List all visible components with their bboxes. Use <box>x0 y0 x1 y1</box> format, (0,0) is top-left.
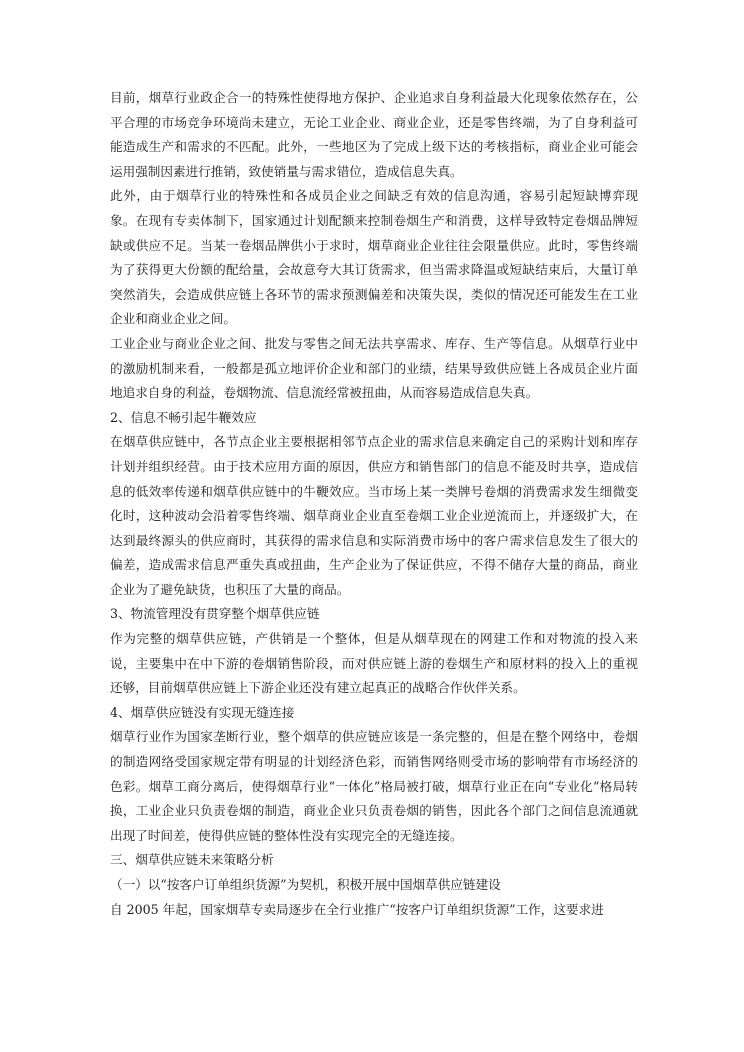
paragraph-local-protection: 目前，烟草行业政企合一的特殊性使得地方保护、企业追求自身利益最大化现象依然存在，公平合理的市场竞争环境尚未建立，无论工业企业、商业企业，还是零售终端，为了自身利益可能造成生产和需求的不匹配。此外，一些地区为了完成上级下达的考核指标，商业企业可能会运用强制因素进行推销，致使销量与需求错位，造成信息失真。 <box>110 90 638 179</box>
paragraph-bullwhip-effect: 在烟草供应链中，各节点企业主要根据相邻节点企业的需求信息来确定自己的采购计划和库存计划并组织经营。由于技术应用方面的原因，供应方和销售部门的信息不能及时共享，造成信息的低效率传递和烟草供应链中的牛鞭效应。当市场上某一类牌号卷烟的消费需求发生细微变化时，这种波动会沿着零售终端、烟草商业企业直至卷烟工业企业逆流而上，并逐级扩大，在达到最终源头的供应商时，其获得的需求信息和实际消费市场中的客户需求信息发生了很大的偏差，造成需求信息严重失真或扭曲，生产企业为了保证供应，不得不储存大量的商品，商业企业为了避免缺货，也积压了大量的商品。 <box>110 434 638 597</box>
heading-future-strategy: 三、烟草供应链未来策略分析 <box>110 852 274 868</box>
subheading-order-based-supply: （一）以“按客户订单组织货源”为契机，积极开展中国烟草供应链建设 <box>110 877 501 892</box>
paragraph-order-based-supply: 自 2005 年起，国家烟草专卖局逐步在全行业推广“按客户订单组织货源”工作，这要求进 <box>110 901 604 917</box>
document-page <box>110 86 638 922</box>
paragraph-seamless-connection: 烟草行业作为国家垄断行业，整个烟草的供应链应该是一条完整的，但是在整个网络中，卷烟的制造网络受国家规定带有明显的计划经济色彩，而销售网络则受市场的影响带有市场经济的色彩。烟草工商分离后，使得烟草行业“一体化”格局被打破，烟草行业正在向“专业化”格局转换，工业企业只负责卷烟的制造，商业企业只负责卷烟的销售，因此各个部门之间信息流通就出现了时间差，使得供应链的整体性没有实现完全的无缝连接。 <box>110 729 638 843</box>
paragraph-shortage-game: 此外，由于烟草行业的特殊性和各成员企业之间缺乏有效的信息沟通，容易引起短缺博弈现象。在现有专卖体制下，国家通过计划配额来控制卷烟生产和消费，这样导致特定卷烟品牌短缺或供应不足。当某一卷烟品牌供小于求时，烟草商业企业往往会限量供应。此时，零售终端为了获得更大份额的配给量，会故意夸大其订货需求，但当需求降温或短缺结束后，大量订单突然消失，会造成供应链上各环节的需求预测偏差和决策失误，类似的情况还可能发生在工业企业和商业企业之间。 <box>110 188 638 327</box>
paragraph-logistics-management: 作为完整的烟草供应链，产供销是一个整体，但是从烟草现在的网建工作和对物流的投入来说，主要集中在中下游的卷烟销售阶段，而对供应链上游的卷烟生产和原材料的投入上的重视还够，目前烟草供应链上下游企业还没有建立起真正的战略合作伙伴关系。 <box>110 631 638 696</box>
heading-seamless-connection: 4、烟草供应链没有实现无缝连接 <box>110 704 295 720</box>
paragraph-information-sharing: 工业企业与商业企业之间、批发与零售之间无法共享需求、库存、生产等信息。从烟草行业中的激励机制来看，一般都是孤立地评价企业和部门的业绩，结果导致供应链上各成员企业片面地追求自身的利益，卷烟物流、信息流经常被扭曲，从而容易造成信息失真。 <box>110 335 638 401</box>
heading-logistics-management: 3、物流管理没有贯穿整个烟草供应链 <box>110 606 320 622</box>
heading-bullwhip-effect: 2、信息不畅引起牛鞭效应 <box>110 409 257 425</box>
